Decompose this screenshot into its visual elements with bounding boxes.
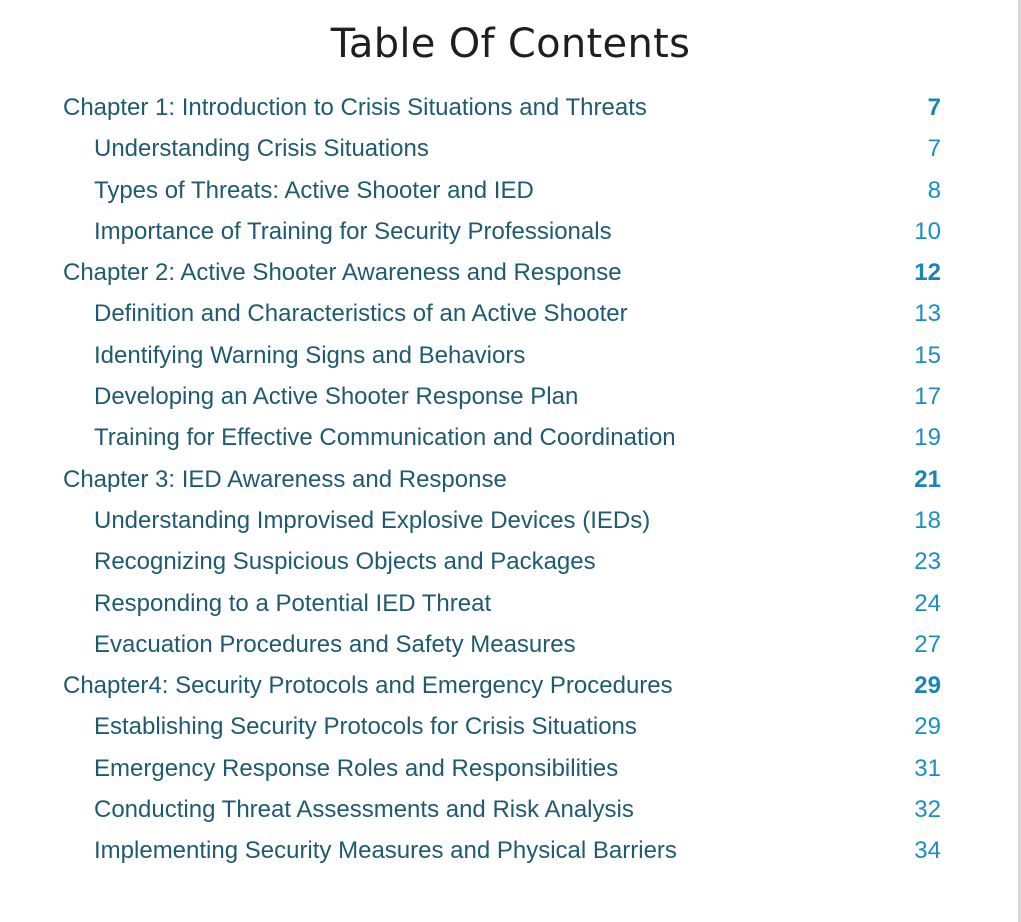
toc-entry-label: Recognizing Suspicious Objects and Packages [94,548,596,576]
toc-page-number: 7 [927,94,941,121]
toc-entry-label: Understanding Crisis Situations [94,135,429,163]
toc-section-entry[interactable] [63,583,941,624]
toc-page-number: 17 [914,383,941,411]
toc-chapter-entry[interactable] [63,665,941,706]
toc-entry-label: Responding to a Potential IED Threat [94,589,492,617]
toc-page-number: 8 [927,176,941,204]
table-of-contents [63,87,941,872]
toc-page-number: 18 [914,506,941,534]
toc-page-number: 10 [914,217,941,245]
toc-section-entry[interactable] [63,417,941,458]
toc-section-entry[interactable] [63,830,941,871]
toc-chapter-entry[interactable] [63,459,941,500]
toc-entry-label: Establishing Security Protocols for Crisis Situations [94,713,637,741]
toc-entry-label: Chapter 1: Introduction to Crisis Situations and Threats [63,94,647,121]
toc-entry-label: Types of Threats: Active Shooter and IED [94,176,534,204]
toc-page-number: 13 [914,300,941,328]
toc-page-number: 29 [914,672,941,700]
toc-entry-label: Importance of Training for Security Professionals [94,217,612,245]
toc-page-number: 12 [914,259,941,287]
toc-entry-label: Chapter 3: IED Awareness and Response [63,465,507,493]
toc-entry-label: Training for Effective Communication and Coordination [94,424,676,452]
toc-page-number: 27 [914,630,941,658]
toc-page-number: 15 [914,341,941,369]
toc-section-entry[interactable] [63,293,941,334]
toc-section-entry[interactable] [63,748,941,789]
toc-entry-label: Understanding Improvised Explosive Devices (IEDs) [94,506,651,534]
toc-chapter-entry[interactable] [63,252,941,293]
toc-entry-label: Chapter 2: Active Shooter Awareness and Response [63,259,622,287]
toc-entry-label: Identifying Warning Signs and Behaviors [94,341,526,369]
toc-section-entry[interactable] [63,706,941,747]
toc-page-number: 34 [914,837,941,865]
toc-page-number: 29 [914,713,941,741]
toc-section-entry[interactable] [63,376,941,417]
toc-page-number: 24 [914,589,941,617]
toc-page-number: 19 [914,424,941,452]
toc-section-entry[interactable] [63,624,941,665]
toc-page-number: 32 [914,796,941,824]
toc-chapter-entry[interactable] [63,87,941,128]
toc-section-entry[interactable] [63,500,941,541]
toc-entry-label: Implementing Security Measures and Physical Barriers [94,837,677,865]
toc-entry-label: Definition and Characteristics of an Active Shooter [94,300,628,328]
page-title: Table Of Contents [330,20,691,67]
toc-page-number: 31 [914,754,941,782]
toc-entry-label: Conducting Threat Assessments and Risk Analysis [94,796,634,824]
toc-page-number: 21 [914,465,941,493]
toc-page-number: 23 [914,548,941,576]
toc-entry-label: Chapter4: Security Protocols and Emergency Procedures [63,672,673,700]
toc-entry-label: Evacuation Procedures and Safety Measures [94,630,576,658]
toc-section-entry[interactable] [63,170,941,211]
toc-entry-label: Developing an Active Shooter Response Plan [94,383,579,411]
toc-section-entry[interactable] [63,789,941,830]
toc-section-entry[interactable] [63,128,941,169]
toc-section-entry[interactable] [63,335,941,376]
toc-section-entry[interactable] [63,541,941,582]
toc-section-entry[interactable] [63,211,941,252]
toc-entry-label: Emergency Response Roles and Responsibilities [94,754,619,782]
toc-page-number: 7 [927,135,941,163]
